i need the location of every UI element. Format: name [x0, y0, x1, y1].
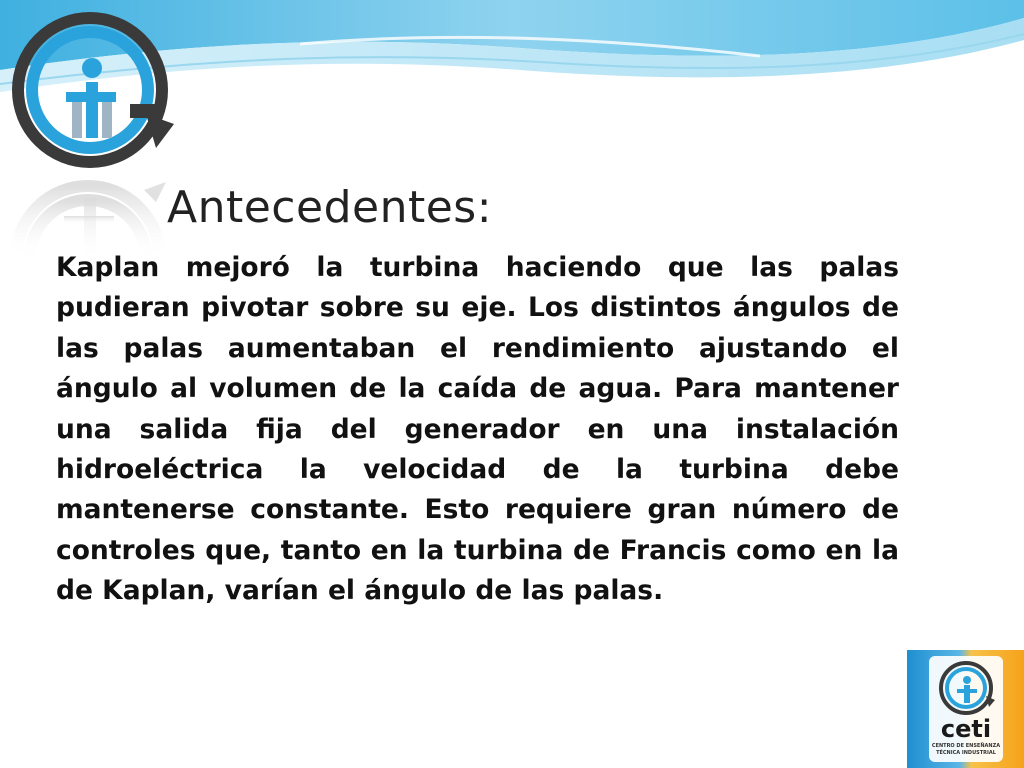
ceti-badge-line1: CENTRO DE ENSEÑANZA: [931, 743, 1001, 749]
ti-arrow-logo-icon: [6, 6, 181, 181]
slide-title: Antecedentes:: [167, 182, 493, 233]
ceti-logo-badge: [907, 650, 1024, 768]
slide-body-text: Kaplan mejoró la turbina haciendo que las palas pudieran pivotar sobre su eje. Los distintos ángulos de las palas aumentaban el rendimiento ajustando el ángulo al volumen de la caída de agua. Para mantener una salida fija del generador en una instalación hidroeléctrica la velocidad de la turbina debe mantenerse constante. Esto requiere gran número de controles que, tanto en la turbina de Francis como en la de Kaplan, varían el ángulo de las palas.: [56, 252, 899, 607]
logo-reflection-decoration: [4, 168, 179, 258]
ceti-badge-name: ceti: [940, 715, 992, 743]
ceti-badge-line2: TÉCNICA INDUSTRIAL: [936, 750, 996, 756]
